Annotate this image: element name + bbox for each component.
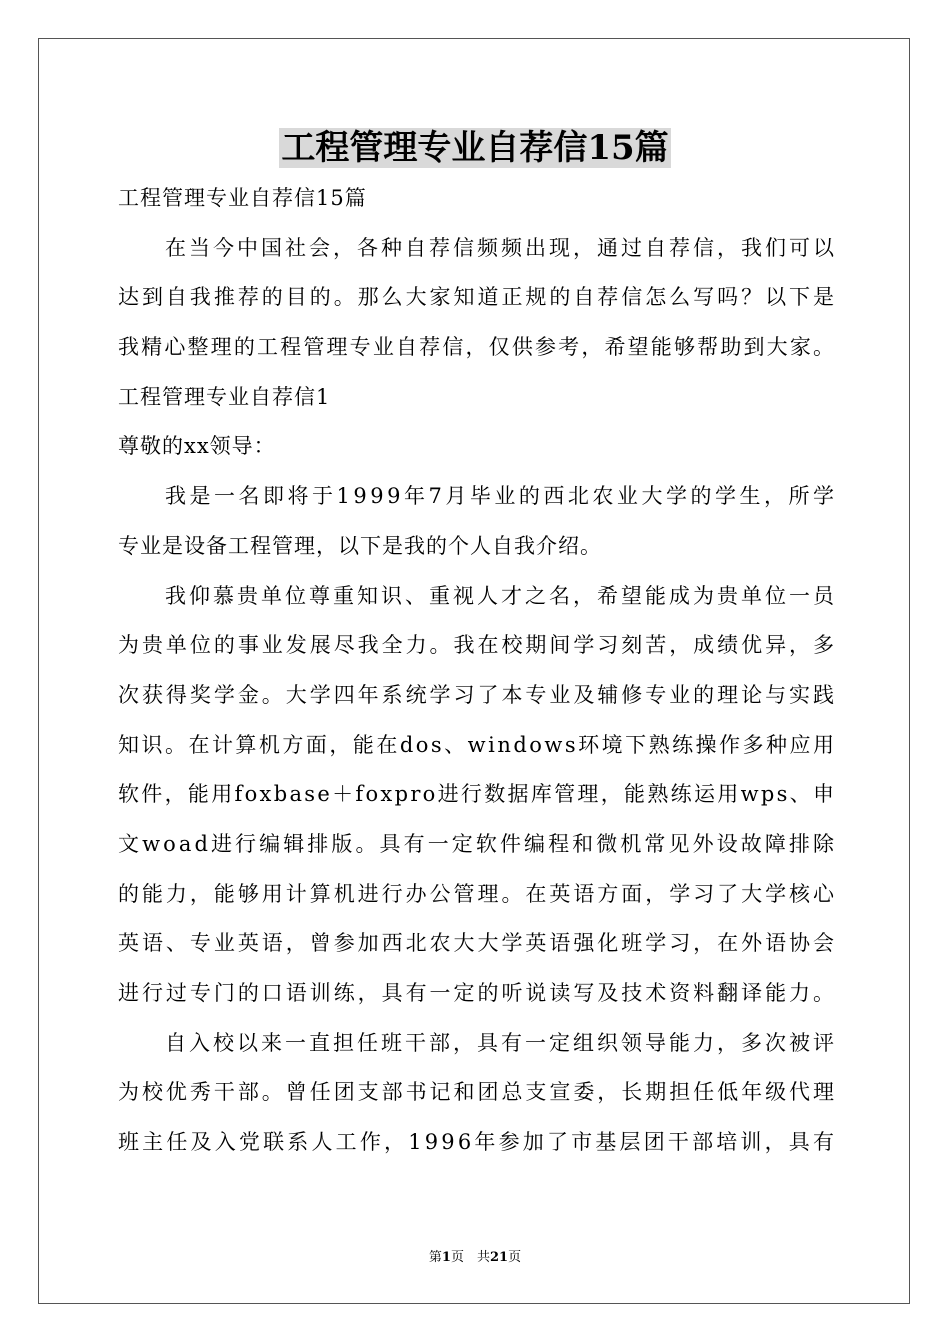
text-line: 知识。在计算机方面，能在dos、windows环境下熟练操作多种应用 [118,732,837,757]
text-line: 次获得奖学金。大学四年系统学习了本专业及辅修专业的理论与实践 [118,682,837,707]
footer-page-number: 1 [441,1250,451,1265]
text-line: 文woad进行编辑排版。具有一定软件编程和微机常见外设故障排除 [118,831,838,856]
text-line: 班主任及入党联系人工作，1996年参加了市基层团干部培训，具有 [118,1130,838,1155]
document-title [0,124,950,172]
text-line: 我是一名即将于1999年7月毕业的西北农业大学的学生，所学 [165,484,838,509]
footer-prefix: 第 [428,1250,442,1265]
footer-mid: 页 共 [450,1250,490,1265]
text-line: 我精心整理的工程管理专业自荐信，仅供参考，希望能够帮助到大家。 [118,335,837,360]
text-line: 在当今中国社会，各种自荐信频频出现，通过自荐信，我们可以 [165,235,837,260]
text-line: 工程管理专业自荐信15篇 [118,186,367,210]
footer-suffix: 页 [508,1250,522,1265]
text-line: 的能力，能够用计算机进行办公管理。在英语方面，学习了大学核心 [118,881,837,906]
text-line: 自入校以来一直担任班干部，具有一定组织领导能力，多次被评 [165,1030,837,1055]
document-title-text: 工程管理专业自荐信15篇 [281,128,669,168]
text-line: 为校优秀干部。曾任团支部书记和团总支宣委，长期担任低年级代理 [118,1080,837,1105]
text-line: 为贵单位的事业发展尽我全力。我在校期间学习刻苦，成绩优异，多 [118,633,837,658]
text-line: 工程管理专业自荐信1 [118,384,331,409]
text-line: 软件，能用foxbase＋foxpro进行数据库管理，能熟练运用wps、申 [118,782,837,807]
text-line: 英语、专业英语，曾参加西北农大大学英语强化班学习，在外语协会 [118,931,837,956]
footer-total-pages: 21 [489,1250,509,1265]
text-line: 专业是设备工程管理，以下是我的个人自我介绍。 [118,533,602,558]
page-footer [0,1246,950,1265]
text-line: 进行过专门的口语训练，具有一定的听说读写及技术资料翻译能力。 [118,981,837,1005]
text-line: 尊敬的xx领导： [118,434,276,459]
document-body [118,174,838,1168]
text-line: 我仰慕贵单位尊重知识、重视人才之名，希望能成为贵单位一员 [165,583,837,608]
text-line: 达到自我推荐的目的。那么大家知道正规的自荐信怎么写吗？以下是 [118,285,837,310]
